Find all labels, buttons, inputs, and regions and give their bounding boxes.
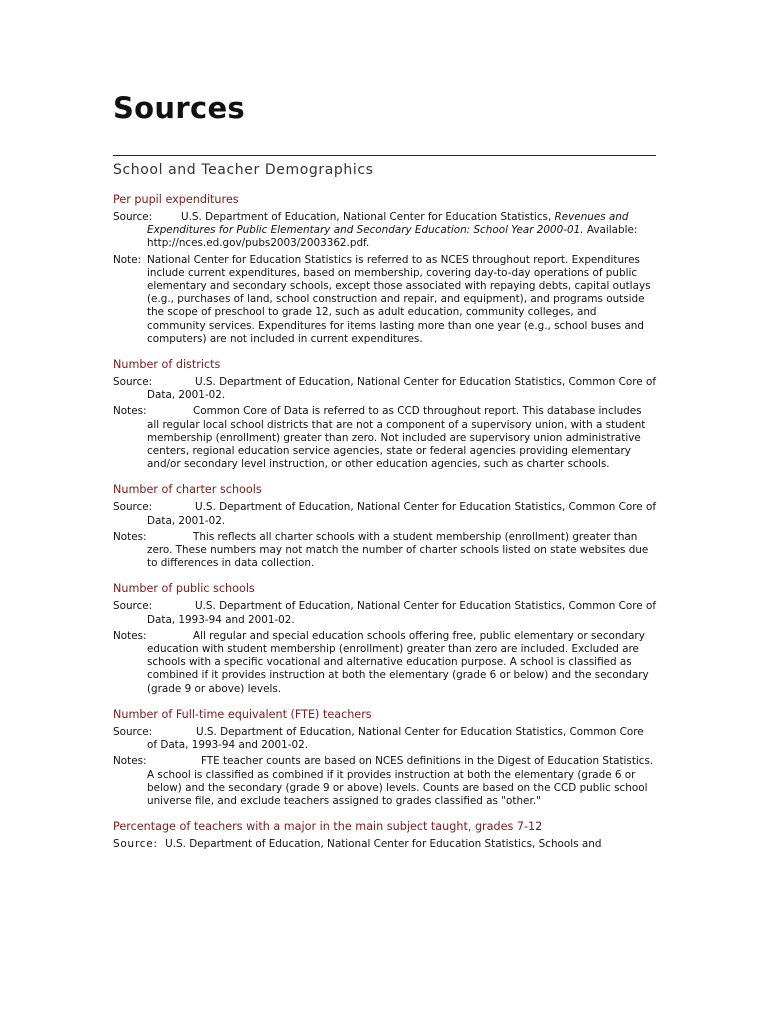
topic-heading-number-of-charter-schools: Number of charter schools	[113, 483, 262, 497]
note-entry	[113, 405, 656, 471]
note-label: Notes:	[113, 405, 147, 418]
source-text: U.S. Department of Education, National Center for Education Statistics, Common Core of Data, 2001-02.	[147, 376, 657, 402]
source-label: Source:	[113, 376, 153, 389]
source-text: U.S. Department of Education, National Center for Education Statistics, Common Core of Data, 1993-94 and 2001-02.	[147, 725, 644, 752]
topic-heading-number-of-public-schools: Number of public schools	[113, 582, 255, 596]
source-label: Source:	[113, 211, 153, 223]
topic-heading-number-of-districts: Number of districts	[113, 358, 221, 372]
topic-heading-percentage-teachers-major: Percentage of teachers with a major in the main subject taught, grades 7-12	[113, 820, 543, 834]
document-page	[113, 90, 656, 854]
note-entry	[113, 254, 656, 346]
topic-heading-number-of-fte-teachers: Number of Full-time equivalent (FTE) teachers	[113, 707, 372, 721]
note-entry	[113, 755, 656, 808]
source-entry	[113, 838, 656, 851]
note-entry	[113, 630, 656, 696]
topic-heading-per-pupil-expenditures: Per pupil expenditures	[113, 193, 239, 206]
note-text: National Center for Education Statistics is referred to as NCES throughout report. Expenditures include current expenditures, based on membership, covering day-to-day operations of public elementary and secondary schools, except those associated with repaying debts, capital outlays (e.g., purchases of land, school construction and repair, and equipment), and programs outside the scope of preschool to grade 12, such as adult education, community colleges, and community services. Expenditures for items lasting more than one year (e.g., school buses and computers) are not included in current expenditures.	[147, 253, 651, 345]
note-text: Common Core of Data is referred to as CCD throughout report. This database includes all regular local school districts that are not a component of a supervisory union, with a student membership (enrollment) greater than zero. Not included are supervisory union administrative centers, regional education service agencies, state or federal agencies providing elementary and/or secondary level instruction, or other education agencies, such as charter schools.	[147, 405, 646, 471]
source-entry	[113, 501, 656, 527]
source-text: U.S. Department of Education, National Center for Education Statistics, Common Core of Data, 2001-02.	[147, 501, 657, 527]
note-label: Note:	[113, 253, 142, 266]
source-text: U.S. Department of Education, National Center for Education Statistics, Schools and	[165, 838, 602, 851]
source-entry	[113, 211, 656, 251]
source-label: Source:	[113, 600, 153, 613]
source-text: U.S. Department of Education, National Center for Education Statistics, Common Core of Data, 1993-94 and 2001-02.	[147, 600, 657, 626]
source-label: Source:	[113, 501, 153, 514]
note-label: Notes:	[113, 629, 147, 642]
note-label: Notes:	[113, 755, 147, 768]
note-text: All regular and special education schools offering free, public elementary or secondary education with student membership (enrollment) greater than zero are included. Excluded are schools with a specific vocational and alternative education purpose. A school is classified as combined if it provides instruction at both the elementary (grade 6 or below) and the secondary (grade 9 or above) levels.	[147, 629, 649, 695]
note-label: Notes:	[113, 530, 147, 543]
source-entry	[113, 726, 656, 752]
source-label: Source:	[113, 838, 158, 851]
source-text: U.S. Department of Education, National Center for Education Statistics, Revenues and Expenditures for Public Elementary and Secondary Education: School Year 2000-01. Available: http://nces.ed.gov/pubs2003/2003362.pdf.	[147, 211, 638, 250]
note-text: FTE teacher counts are based on NCES definitions in the Digest of Education Statistics. A school is classified as combined if it provides instruction at both the elementary (grade 6 or below) and the secondary (grade 9 or above) levels. Counts are based on the CCD public school universe file, and exclude teachers assigned to grades classified as "other."	[147, 755, 654, 807]
page-title: Sources	[113, 91, 245, 125]
note-entry	[113, 531, 656, 571]
source-publication-title: Revenues and Expenditures for Public Elementary and Secondary Education: School Year 2000-01.	[147, 211, 629, 237]
source-entry	[113, 376, 656, 402]
section-title: School and Teacher Demographics	[113, 162, 374, 178]
source-entry	[113, 600, 656, 626]
note-text: This reflects all charter schools with a student membership (enrollment) greater than zero. These numbers may not match the number of charter schools listed on state websites due to differences in data collection.	[147, 530, 649, 570]
source-label: Source:	[113, 725, 153, 738]
section-divider	[113, 155, 656, 156]
